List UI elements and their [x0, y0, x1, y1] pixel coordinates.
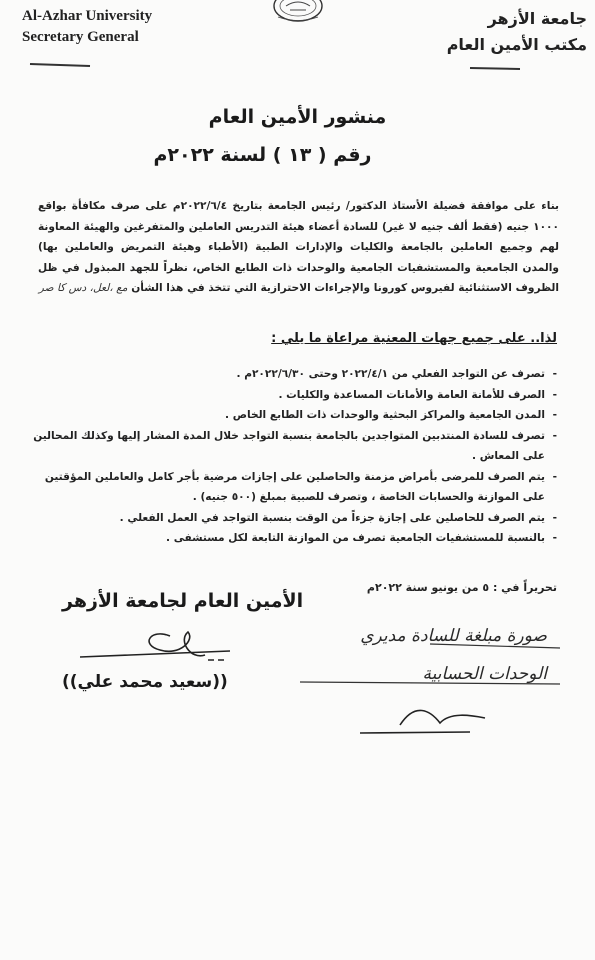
list-item: - يتم الصرف للحاصلين على إجازة جزءاً من الوقت بنسبة التواجد في العمل الفعلي . — [30, 508, 557, 529]
handwritten-note: مع ،لعل، دس كا صر — [38, 282, 128, 294]
office-name-en: Secretary General — [22, 29, 139, 45]
initials-scribble — [360, 710, 485, 733]
university-name-en: Al-Azhar University — [22, 8, 153, 24]
signature-scribble — [80, 632, 230, 657]
cc-dash-2 — [300, 682, 560, 684]
signature-title: الأمين العام لجامعة الأزهر — [62, 590, 304, 612]
cc-dash-1 — [430, 644, 560, 648]
cc-line-1: صورة مبلغة للسادة مديري — [360, 626, 547, 646]
list-item: - الصرف للأمانة العامة والأمانات المساعدة والكليات . — [30, 385, 557, 406]
cc-line-2: الوحدات الحسابية — [422, 664, 547, 684]
body-text: بناء على موافقة فضيلة الأستاذ الدكتور/ رئيس الجامعة بتاريخ ٢٠٢٢/٦/٤م على صرف مكافأة بواقع ١٠٠٠ جنيه (فقط ألف جنيه لا غير) للسادة أعضاء هيئة التدريس العاملين والمتفرغين والهيئة المعاونة لهم وجميع العاملين بالجامعة والكليات والإدارات الطبية (الأطباء وهيئة التمريض والعاملين بها) والمدن الجامعية والمستشفيات الجامعية والوحدات ذات الطابع الخاص، نظراً للجهد المبذول في ظل الظروف الاستثنائية لفيروس كورونا والإجراءات الاحترازية التي تتخذ في هذا الشأن — [38, 200, 559, 294]
university-name-ar: جامعة الأزهر — [487, 9, 587, 28]
addressee-line: لذا.. على جميع جهات المعنية مراعاة ما يلي : — [271, 331, 557, 346]
list-item: - المدن الجامعية والمراكز البحثية والوحدات ذات الطابع الخاص . — [30, 405, 557, 426]
date-line: تحريراً في : ٥ من يونيو سنة ٢٠٢٢م — [366, 581, 557, 594]
header-underline-left — [30, 64, 90, 66]
circular-heading: منشور الأمين العام — [208, 106, 387, 128]
list-item: - يتم الصرف للمرضى بأمراض مزمنة والحاصلين على إجازات مرضية بأجر كامل والعاملين المؤقتين على الموازنة والحسابات الخاصة ، وتصرف للصبية بمبلغ (٥٠٠ جنيه) . — [30, 467, 557, 508]
list-item: - تصرف للسادة المنتدبين المتواجدين بالجامعة بنسبة التواجد خلال المدة المشار إليها وكذلك المحالين على المعاش . — [30, 426, 557, 467]
office-name-ar: مكتب الأمين العام — [446, 35, 587, 54]
header-underline-right — [470, 68, 520, 69]
list-item: - بالنسبة للمستشفيات الجامعية تصرف من الموازنة التابعة لكل مستشفى . — [30, 528, 557, 549]
circular-number: رقم ( ١٣ ) لسنة ٢٠٢٢م — [153, 144, 372, 166]
signatory-name: ((سعيد محمد علي)) — [62, 672, 228, 692]
list-item: - تصرف عن التواجد الفعلي من ٢٠٢٢/٤/١ وحتى ٢٠٢٢/٦/٣٠م . — [30, 364, 557, 385]
